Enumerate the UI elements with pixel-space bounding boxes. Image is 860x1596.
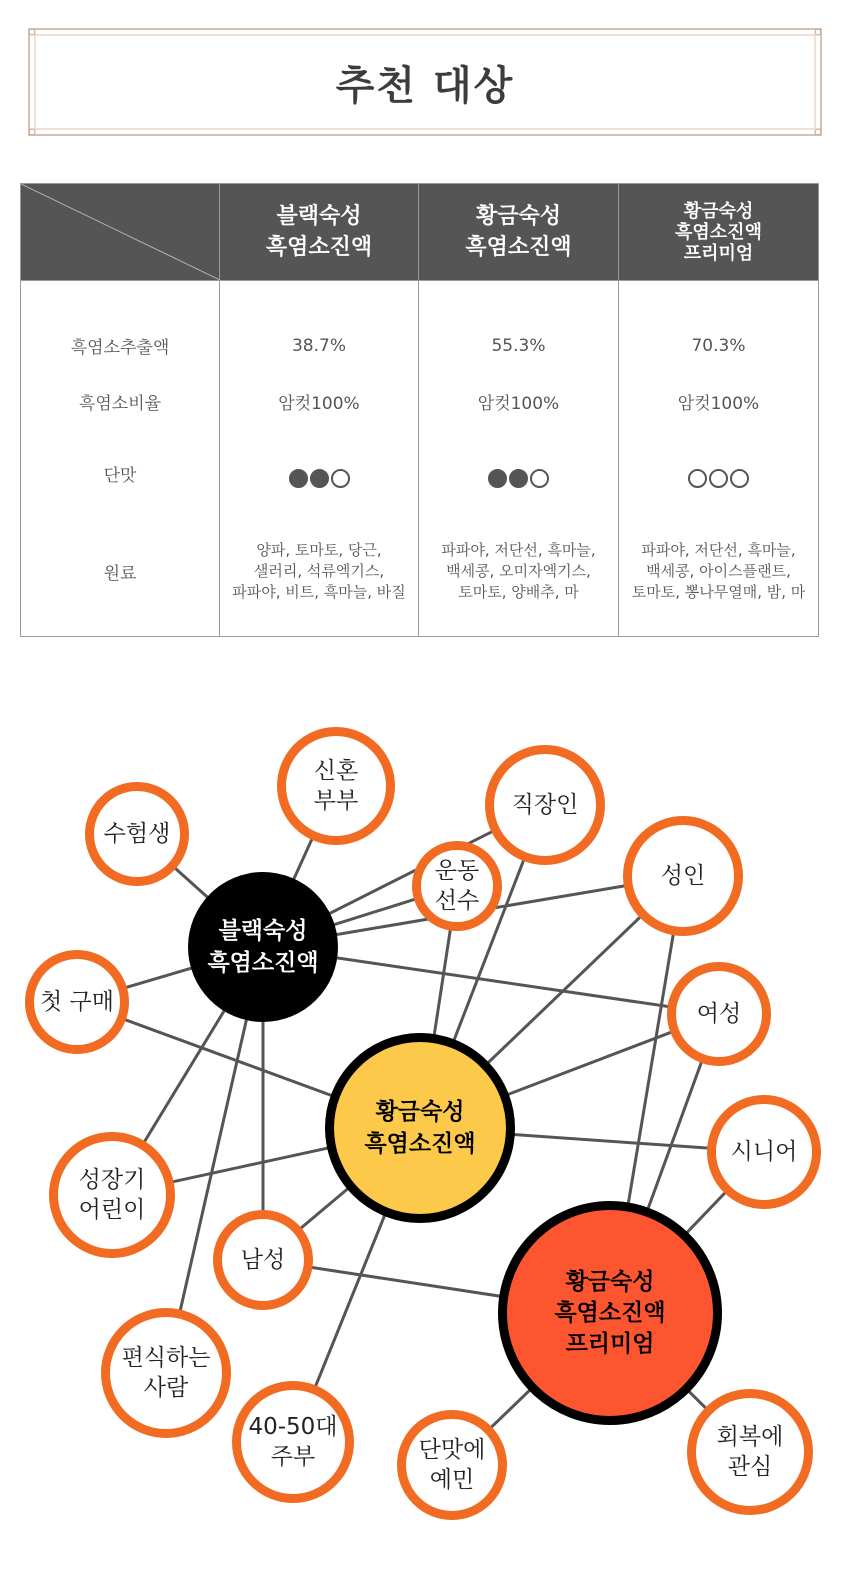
sweetness-rating bbox=[419, 435, 619, 521]
sweetness-rating bbox=[220, 435, 419, 521]
node-label: 성인 bbox=[660, 863, 706, 889]
target-diagram bbox=[0, 690, 860, 1596]
target-node-examinee bbox=[85, 782, 189, 886]
column-header-premium: 황금숙성 흑염소진액 프리미엄 bbox=[619, 184, 819, 281]
node-label: 성장기 어린이 bbox=[78, 1167, 146, 1223]
table-cell: 암컷100% bbox=[220, 389, 419, 435]
node-label: 첫 구매 bbox=[40, 989, 114, 1015]
target-node-sweet bbox=[397, 1410, 507, 1520]
target-node-athlete bbox=[412, 841, 502, 931]
target-node-firstbuy bbox=[25, 950, 129, 1054]
table-cell: 파파야, 저단선, 흑마늘, 백세콩, 아이스플랜트, 토마토, 뽕나무열매, 밤, 마 bbox=[619, 521, 819, 637]
target-node-man bbox=[213, 1210, 313, 1310]
row-label: 흑염소추출액 bbox=[21, 281, 220, 389]
table-header-row bbox=[21, 184, 819, 281]
product-node-gold bbox=[325, 1033, 515, 1223]
target-node-worker bbox=[485, 745, 605, 865]
node-label: 황금숙성 흑염소진액 bbox=[364, 1099, 476, 1157]
empty-dot-icon bbox=[530, 469, 549, 488]
node-label: 블랙숙성 흑염소진액 bbox=[207, 918, 319, 976]
table-cell: 70.3% bbox=[619, 281, 819, 389]
node-label: 황금숙성 흑염소진액 프리미엄 bbox=[554, 1268, 666, 1357]
product-node-black bbox=[188, 872, 338, 1022]
table-cell: 암컷100% bbox=[619, 389, 819, 435]
node-label: 편식하는 사람 bbox=[121, 1345, 211, 1401]
sweetness-rating bbox=[619, 435, 819, 521]
node-label: 운동 선수 bbox=[434, 858, 480, 914]
empty-dot-icon bbox=[709, 469, 728, 488]
table-corner-cell bbox=[21, 184, 220, 281]
table-cell: 파파야, 저단선, 흑마늘, 백세콩, 오미자엑기스, 토마토, 양배추, 마 bbox=[419, 521, 619, 637]
node-label: 남성 bbox=[240, 1247, 286, 1273]
comparison-table bbox=[20, 183, 819, 637]
title-frame bbox=[28, 28, 822, 136]
filled-dot-icon bbox=[289, 469, 308, 488]
table-cell: 양파, 토마토, 당근, 샐러리, 석류엑기스, 파파야, 비트, 흑마늘, 바질 bbox=[220, 521, 419, 637]
table-row-ratio bbox=[21, 389, 819, 435]
filled-dot-icon bbox=[310, 469, 329, 488]
node-label: 직장인 bbox=[511, 792, 579, 818]
corner-diagonal bbox=[21, 184, 220, 280]
product-node-premium bbox=[498, 1201, 722, 1425]
table-cell: 38.7% bbox=[220, 281, 419, 389]
target-node-senior bbox=[707, 1095, 821, 1209]
node-label: 시니어 bbox=[730, 1139, 798, 1165]
empty-dot-icon bbox=[730, 469, 749, 488]
page-title: 추천 대상 bbox=[335, 62, 515, 109]
table-cell: 55.3% bbox=[419, 281, 619, 389]
target-node-recovery bbox=[687, 1389, 813, 1515]
row-label: 단맛 bbox=[21, 435, 220, 521]
table-row-sweetness bbox=[21, 435, 819, 521]
column-header-gold: 황금숙성 흑염소진액 bbox=[419, 184, 619, 281]
empty-dot-icon bbox=[688, 469, 707, 488]
filled-dot-icon bbox=[509, 469, 528, 488]
table-cell: 암컷100% bbox=[419, 389, 619, 435]
empty-dot-icon bbox=[331, 469, 350, 488]
filled-dot-icon bbox=[488, 469, 507, 488]
node-label: 회복에 관심 bbox=[716, 1424, 784, 1480]
target-node-adult bbox=[623, 816, 743, 936]
node-label: 여성 bbox=[696, 1001, 742, 1027]
target-node-woman bbox=[667, 962, 771, 1066]
target-node-housewife bbox=[232, 1381, 354, 1503]
row-label: 원료 bbox=[21, 521, 220, 637]
target-node-child bbox=[49, 1132, 175, 1258]
table-row-ingredients bbox=[21, 521, 819, 637]
target-node-newlywed bbox=[277, 727, 395, 845]
row-label: 흑염소비율 bbox=[21, 389, 220, 435]
table-row-extract bbox=[21, 281, 819, 389]
node-label: 신혼 부부 bbox=[313, 758, 359, 814]
node-label: 수험생 bbox=[103, 821, 171, 847]
column-header-black: 블랙숙성 흑염소진액 bbox=[220, 184, 419, 281]
node-label: 단맛에 예민 bbox=[418, 1437, 486, 1493]
target-node-picky bbox=[101, 1308, 231, 1438]
node-label: 40-50대 주부 bbox=[248, 1414, 338, 1470]
